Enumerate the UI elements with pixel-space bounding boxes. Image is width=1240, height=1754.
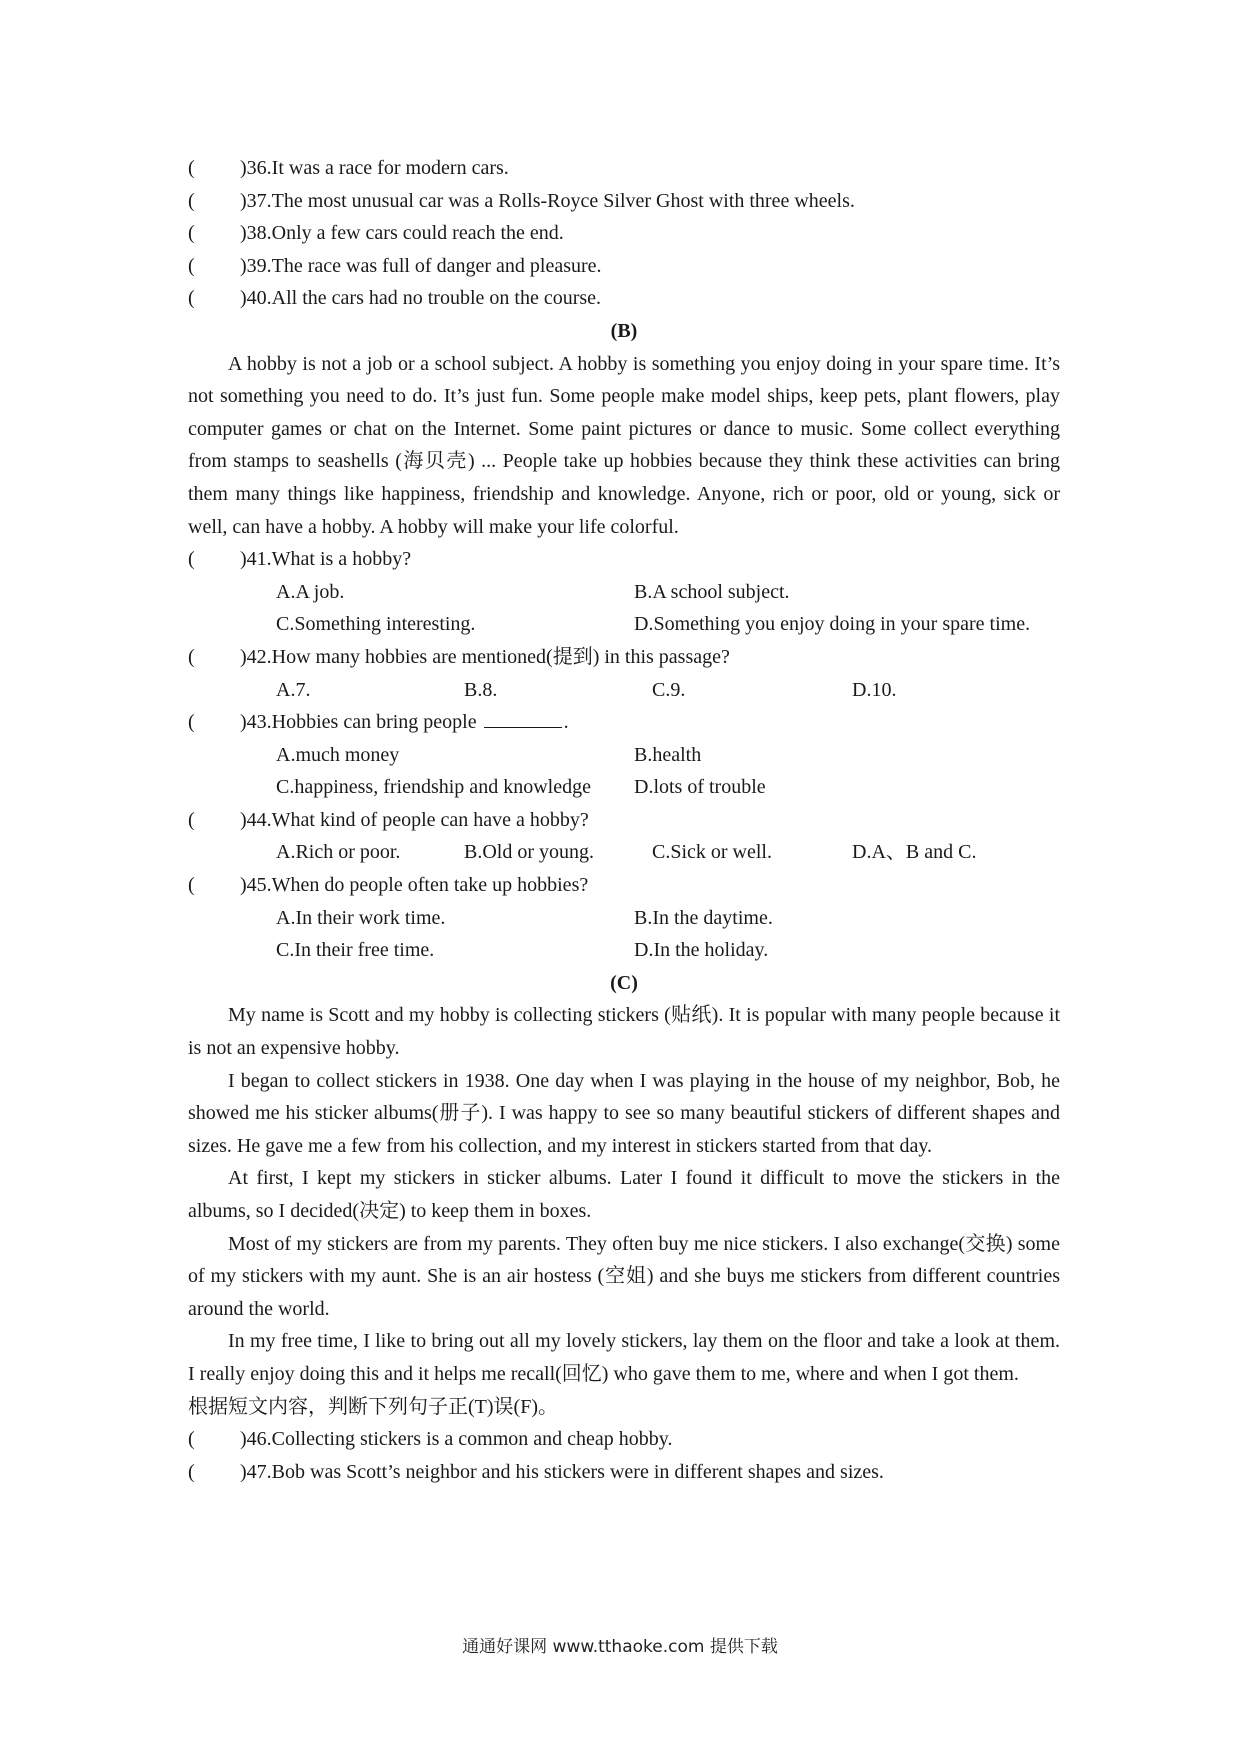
- option-c: C.In their free time.: [276, 939, 435, 962]
- question-text: )36.It was a race for modern cars.: [240, 157, 509, 179]
- section-b-title: (B): [610, 319, 638, 342]
- question-text: )37.The most unusual car was a Rolls-Royce Silver Ghost with three wheels.: [240, 189, 855, 212]
- options-43-cd: [188, 771, 1060, 804]
- question-text: )46.Collecting stickers is a common and cheap hobby.: [240, 1428, 673, 1451]
- answer-paren: (: [188, 874, 195, 897]
- answer-paren: (: [188, 287, 195, 310]
- options-41: [188, 576, 1060, 609]
- option-d: D.10.: [852, 678, 897, 701]
- question-39: [188, 250, 1060, 283]
- question-text: )45.When do people often take up hobbies?: [240, 874, 589, 897]
- answer-paren: (: [188, 222, 195, 245]
- answer-paren: (: [188, 1460, 195, 1483]
- question-38: [188, 217, 1060, 250]
- question-46: [188, 1423, 1060, 1456]
- section-c-paragraph: My name is Scott and my hobby is collecting stickers (贴纸). It is popular with many people because it is not an expensive hobby.: [188, 1004, 1060, 1060]
- answer-paren: (: [188, 711, 195, 734]
- question-37: [188, 185, 1060, 218]
- option-a: A.In their work time.: [276, 906, 446, 929]
- options-43: [188, 739, 1060, 772]
- page-footer: 通通好课网 www.tthaoke.com 提供下载: [462, 1637, 778, 1657]
- question-text: )41.What is a hobby?: [240, 548, 412, 571]
- option-a: A.A job.: [276, 580, 345, 603]
- answer-paren: (: [188, 254, 195, 277]
- section-c-instruction: 根据短文内容，判断下列句子正(T)误(F)。: [188, 1395, 558, 1418]
- answer-paren: (: [188, 548, 195, 571]
- section-c-title: (C): [610, 971, 638, 994]
- question-44: [188, 804, 1060, 837]
- options-45-cd: [188, 934, 1060, 967]
- option-b: B.8.: [464, 678, 498, 701]
- answer-paren: (: [188, 645, 195, 668]
- question-text: )39.The race was full of danger and pleasure.: [240, 254, 602, 277]
- option-a: A.7.: [276, 678, 311, 701]
- section-c-paragraph: I began to collect stickers in 1938. One day when I was playing in the house of my neighbor, Bob, he showed me his sticker albums(册子). I was happy to see so many beautiful stickers of different shapes and sizes. He gave me a few from his collection, and my interest in stickers started from that day.: [188, 1069, 1060, 1157]
- options-42: [188, 674, 1060, 707]
- answer-blank: [484, 709, 562, 728]
- option-b: B.health: [634, 743, 702, 766]
- options-41-cd: [188, 608, 1060, 641]
- option-c: C.9.: [652, 678, 686, 701]
- option-d: D.lots of trouble: [634, 776, 766, 799]
- option-d: D.In the holiday.: [634, 939, 769, 962]
- question-43: [188, 706, 1060, 739]
- option-a: A.Rich or poor.: [276, 841, 401, 864]
- page-content: [188, 152, 1060, 1488]
- option-b: B.In the daytime.: [634, 906, 773, 929]
- section-c-paragraph: Most of my stickers are from my parents. They often buy me nice stickers. I also exchange(交换) some of my stickers with my aunt. She is an air hostess (空姐) and she buys me stickers from different countries around the world.: [188, 1232, 1060, 1320]
- options-45: [188, 902, 1060, 935]
- question-40: [188, 282, 1060, 315]
- question-text: )43.Hobbies can bring people .: [240, 711, 569, 734]
- section-b-passage: A hobby is not a job or a school subject. A hobby is something you enjoy doing in your spare time. It’s not something you need to do. It’s just fun. Some people make model ships, keep pets, plant flowers, play computer games or chat on the Internet. Some paint pictures or dance to music. Some collect everything from stamps to seashells (海贝壳) ... People take up hobbies because they think these activities can bring them many things like happiness, friendship and knowledge. Anyone, rich or poor, old or young, sick or well, can have a hobby. A hobby will make your life colorful.: [188, 352, 1060, 538]
- question-42: [188, 641, 1060, 674]
- question-45: [188, 869, 1060, 902]
- option-c: C.Sick or well.: [652, 841, 772, 864]
- question-text: )44.What kind of people can have a hobby?: [240, 808, 589, 831]
- option-c: C.happiness, friendship and knowledge: [276, 776, 591, 799]
- question-47: [188, 1456, 1060, 1489]
- question-text: )47.Bob was Scott’s neighbor and his stickers were in different shapes and sizes.: [240, 1460, 884, 1483]
- answer-paren: (: [188, 189, 195, 212]
- question-text: )42.How many hobbies are mentioned(提到) in this passage?: [240, 645, 730, 668]
- answer-paren: (: [188, 1428, 195, 1451]
- question-41: [188, 543, 1060, 576]
- option-b: B.Old or young.: [464, 841, 594, 864]
- answer-paren: (: [188, 808, 195, 831]
- question-text: )38.Only a few cars could reach the end.: [240, 222, 564, 245]
- question-36: [188, 152, 1060, 185]
- option-b: B.A school subject.: [634, 580, 790, 603]
- section-c-paragraph: In my free time, I like to bring out all my lovely stickers, lay them on the floor and take a look at them. I really enjoy doing this and it helps me recall(回忆) who gave them to me, where and when I got them.: [188, 1330, 1060, 1385]
- question-text: )40.All the cars had no trouble on the course.: [240, 287, 602, 310]
- option-d: D.A、B and C.: [852, 841, 977, 864]
- option-a: A.much money: [276, 743, 400, 766]
- answer-paren: (: [188, 157, 195, 179]
- section-c-paragraph: At first, I kept my stickers in sticker albums. Later I found it difficult to move the stickers in the albums, so I decided(决定) to keep them in boxes.: [188, 1167, 1060, 1222]
- option-d: D.Something you enjoy doing in your spare time.: [634, 613, 1031, 636]
- option-c: C.Something interesting.: [276, 613, 476, 636]
- options-44: [188, 836, 1060, 869]
